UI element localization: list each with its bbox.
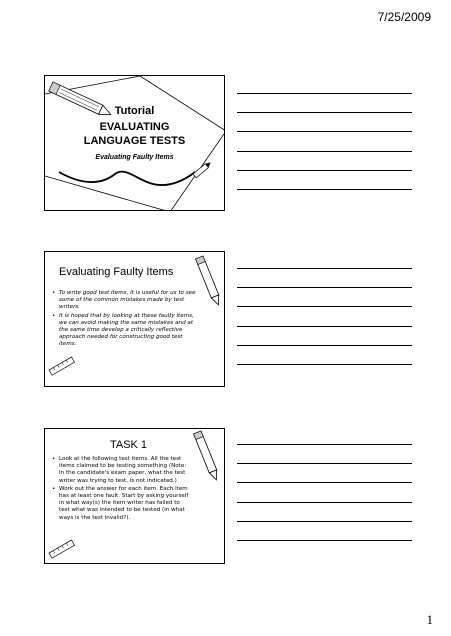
slide-1-line-2: EVALUATING bbox=[99, 121, 170, 133]
slide-3-thumbnail[interactable] bbox=[44, 428, 225, 564]
slide-2-bullet: • It is hoped that by looking at these faulty items, we can avoid making the same mistakes and at the same time develop a critically reflective approach needed for constructing good test items. bbox=[51, 313, 201, 349]
slide-2-bullet: • To write good test items, it is useful for us to see some of the common mistakes made by test writers. bbox=[51, 290, 201, 312]
slide-3-title: TASK 1 bbox=[109, 439, 148, 451]
slide-3-bullet: • Work out the answer for each item. Each item has at least one fault. Start by asking yourself in what way(s) the item writer has failed to test what was intended to be tested (in what ways is the test invalid?). bbox=[51, 486, 191, 522]
ruler-icon bbox=[49, 540, 75, 558]
slide-2-bullets bbox=[51, 290, 201, 350]
ruler-icon bbox=[49, 357, 75, 375]
slide-1-line-3: LANGUAGE TESTS bbox=[83, 135, 186, 147]
slide-3-bullets bbox=[51, 456, 191, 523]
slide-2-thumbnail[interactable] bbox=[44, 251, 225, 387]
pen-icon bbox=[193, 161, 212, 178]
notes-lines-2 bbox=[237, 268, 412, 383]
page-number: 1 bbox=[426, 612, 433, 627]
slide-1-subtitle: Evaluating Faulty Items bbox=[95, 154, 174, 161]
slide-3-bullet: • Look at the following test items. All the test items claimed to be testing something (Note: In the candidate's exam paper, what the test writer was trying to test, is not indicated.) bbox=[51, 456, 191, 485]
slide-2-title: Evaluating Faulty Items bbox=[59, 266, 174, 278]
notes-lines-1 bbox=[237, 93, 412, 208]
slide-1-thumbnail[interactable] bbox=[44, 75, 225, 211]
print-date: 7/25/2009 bbox=[377, 10, 431, 24]
slide-1-line-1: Tutorial bbox=[114, 105, 155, 117]
notes-lines-3 bbox=[237, 444, 412, 559]
